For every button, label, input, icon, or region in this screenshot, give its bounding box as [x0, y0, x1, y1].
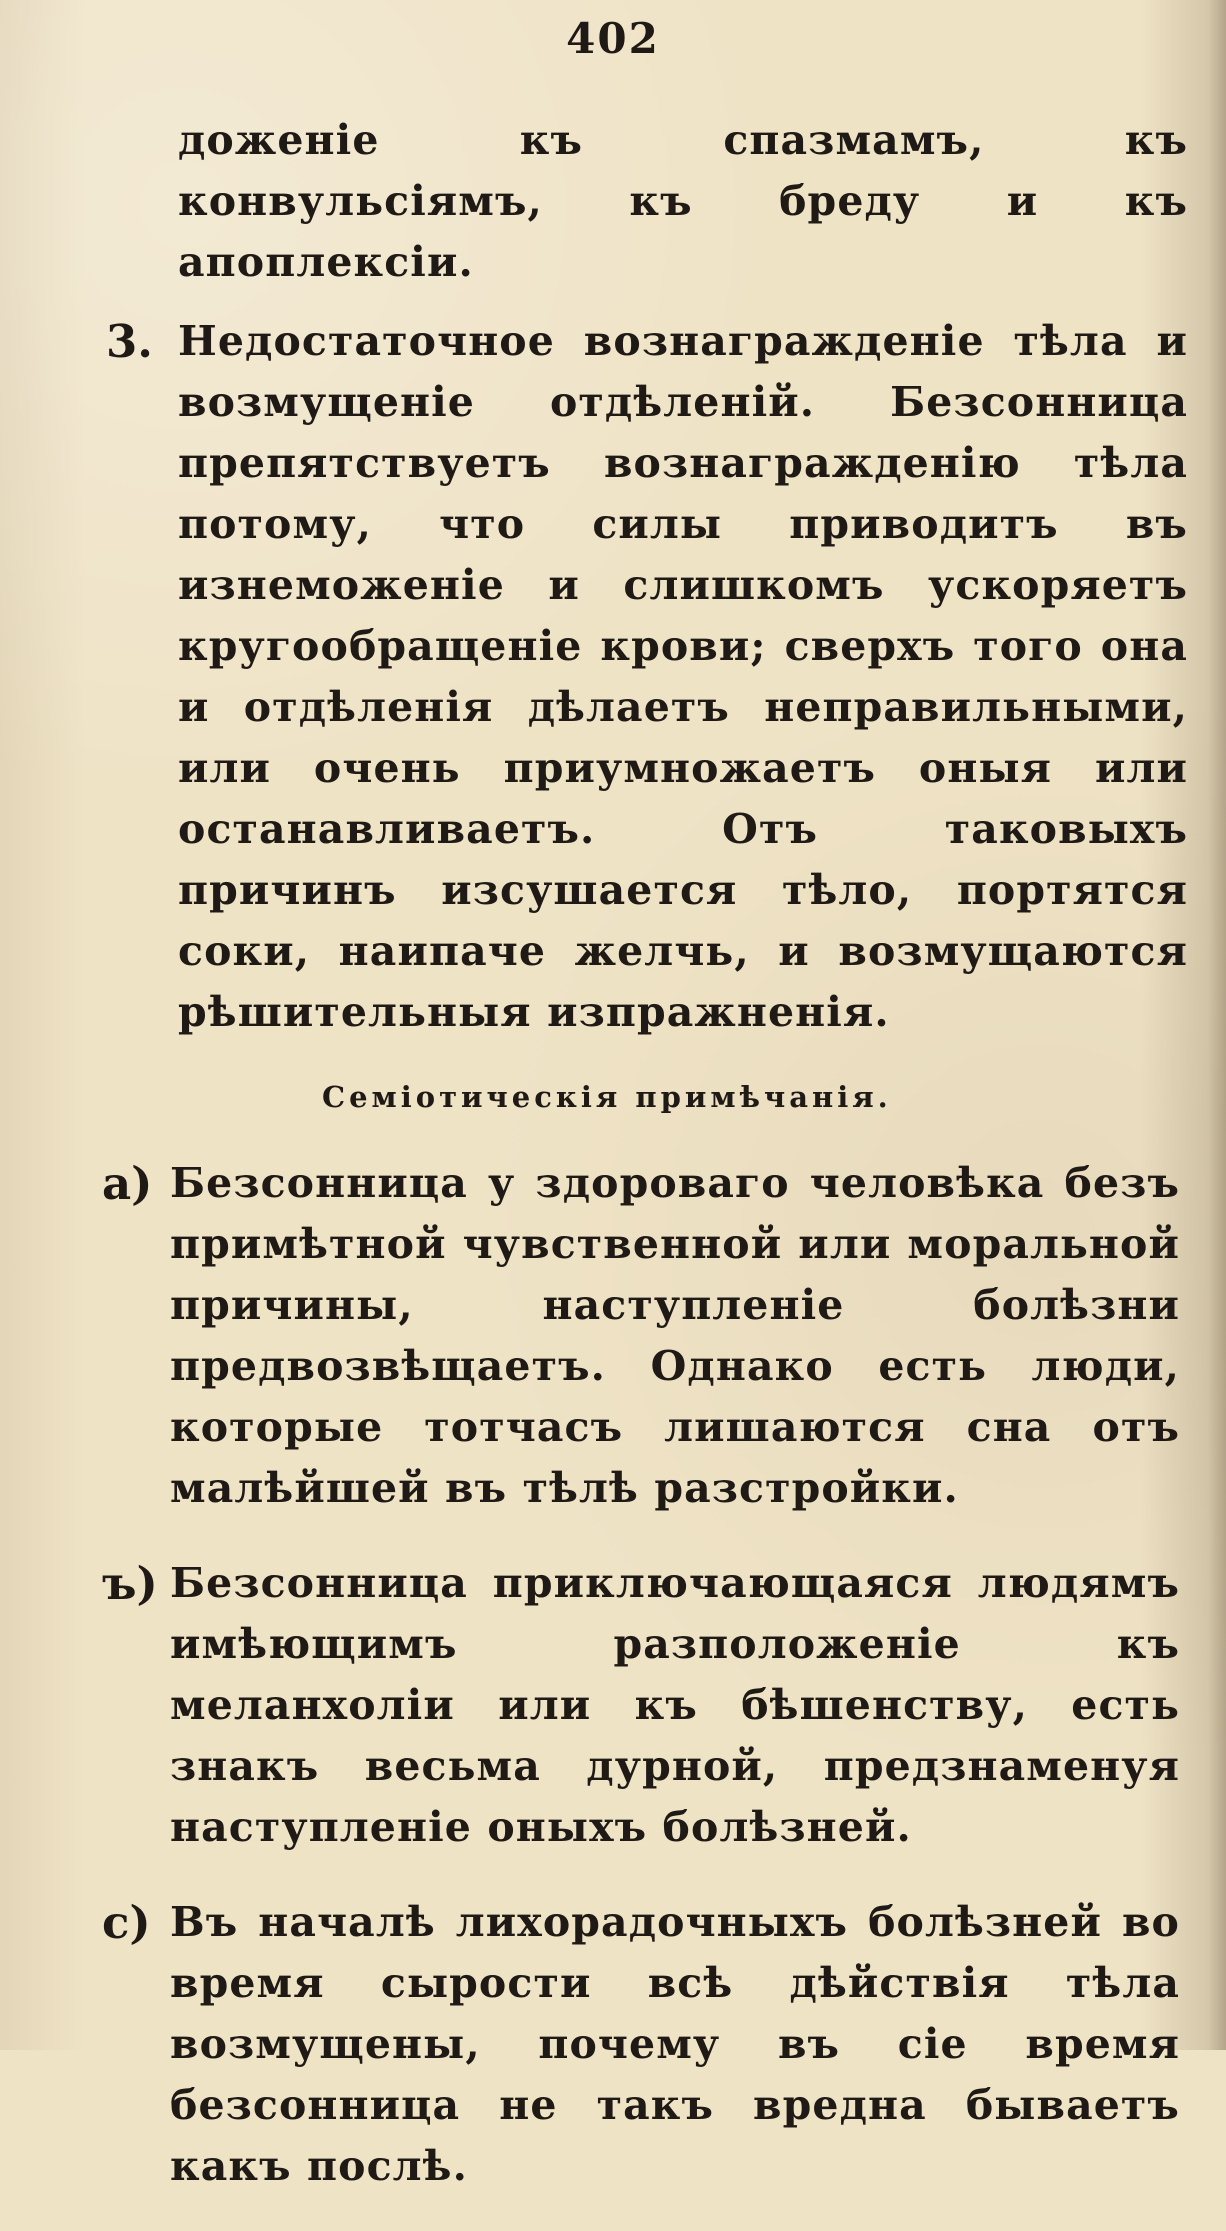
item-marker: 3. — [106, 315, 153, 368]
section-heading: Семіотическія примѣчанія. — [322, 1080, 892, 1114]
note-text: Въ началѣ лихорадочныхъ болѣзней во время сырости всѣ дѣйствія тѣла возмущены, почему въ сіе время безсонница не такъ вредна бываетъ какъ послѣ. — [170, 1898, 1180, 2190]
numbered-item — [106, 311, 1196, 1043]
continuation-paragraph: доженіе къ спазмамъ, къ конвульсіямъ, къ бреду и къ апоплексіи. — [178, 116, 1188, 286]
note-item-a — [102, 1153, 1196, 1519]
note-text: Безсонница у здороваго человѣка безъ примѣтной чувственной или моральной причины, наступленіе болѣзни предвозвѣщаетъ. Однако есть люди, которые тотчасъ лишаются сна отъ малѣйшей въ тѣлѣ разстройки. — [170, 1159, 1180, 1512]
item-text: Недостаточное вознагражденіе тѣла и возмущеніе отдѣленій. Безсонница препятствуетъ вознагражденію тѣла потому, что силы приводитъ въ изнеможеніе и слишкомъ ускоряетъ кругообращеніе крови; сверхъ того она и отдѣленія дѣлаетъ неправильными, или очень приумножаетъ оныя или останавливаетъ. Отъ таковыхъ причинъ изсушается тѣло, портятся соки, наипаче желчь, и возмущаются рѣшительныя изпражненія. — [178, 317, 1188, 1036]
note-marker: a) — [102, 1157, 153, 1210]
note-text: Безсонница приключающаяся людямъ имѣющимъ разположеніе къ меланхоліи или къ бѣшенству, есть знакъ весьма дурной, предзнаменуя наступленіе оныхъ болѣзней. — [170, 1559, 1180, 1851]
note-marker: c) — [102, 1896, 151, 1949]
note-marker: ъ) — [102, 1557, 158, 1610]
page-number: 402 — [566, 14, 660, 63]
page-content — [102, 110, 1196, 2231]
note-item-c — [102, 1892, 1196, 2197]
note-item-b — [102, 1553, 1196, 1858]
